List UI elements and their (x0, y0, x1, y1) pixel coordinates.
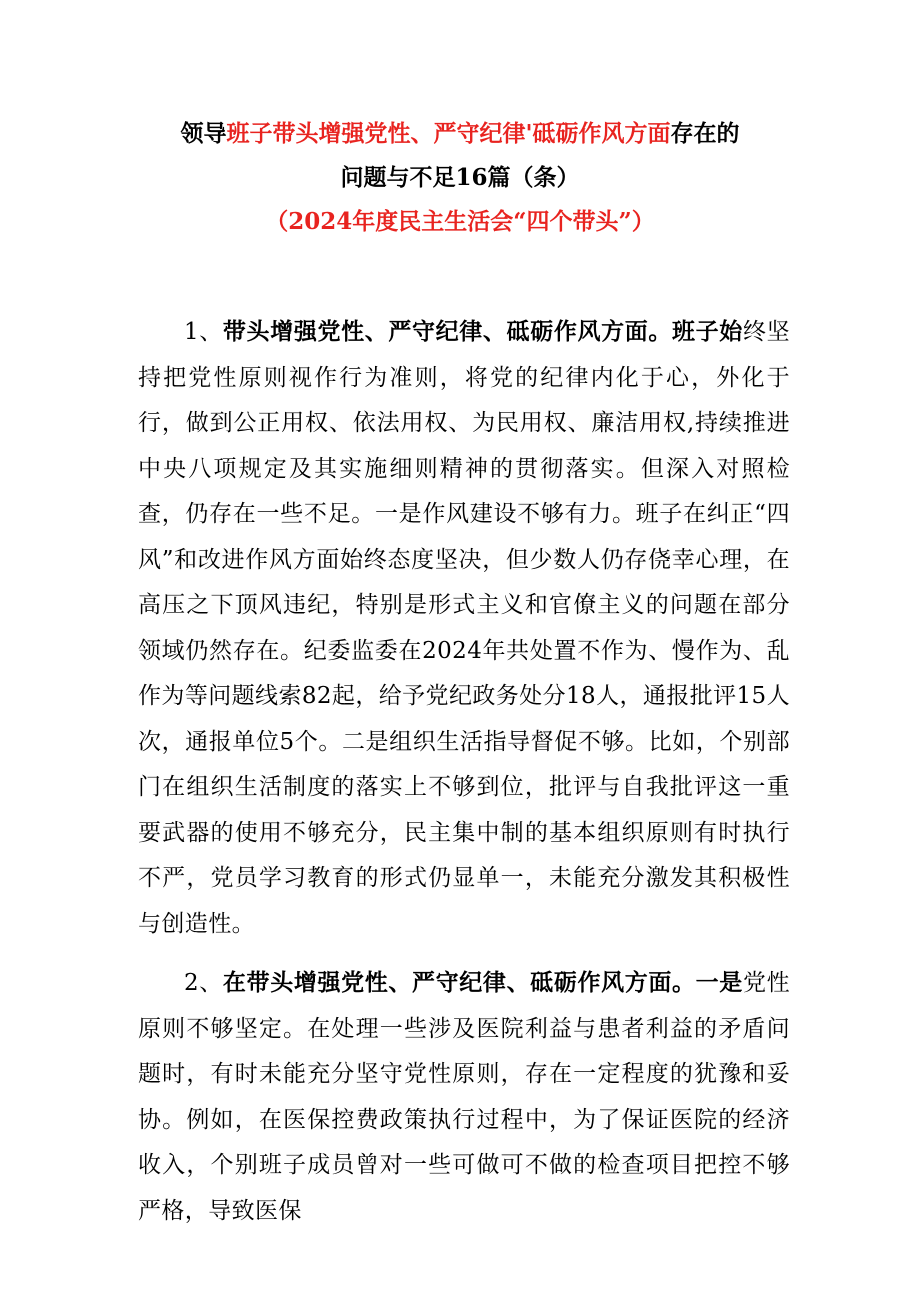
paragraph-1 (138, 309, 790, 947)
paragraph-body: 党性原则不够坚定。在处理一些涉及医院利益与患者利益的矛盾问题时，有时未能充分坚守党性原则，存在一定程度的犹豫和妥协。例如，在医保控费政策执行过程中，为了保证医院的经济收入，个别班子成员曾对一些可做可不做的检查项目把控不够严格，导致医保 (138, 970, 790, 1224)
paragraph-number: 1、 (184, 319, 223, 345)
paragraph-2 (138, 960, 790, 1234)
document-subtitle: （2024年度民主生活会“四个带头”） (265, 208, 655, 235)
paragraph-number: 2、 (184, 970, 223, 996)
title-suffix: 存在的 (670, 120, 740, 147)
document-title (0, 112, 920, 244)
paragraph-lead: 在带头增强党性、严守纪律、砥砺作风方面。一是 (222, 969, 743, 996)
paragraph-body: 终坚持把党性原则视作行为准则，将党的纪律内化于心，外化于行，做到公正用权、依法用权、为民用权、廉洁用权,持续推进中央八项规定及其实施细则精神的贯彻落实。但深入对照检查，仍存在一些不足。一是作风建设不够有力。班子在纠正“四风”和改进作风方面始终态度坚决，但少数人仍存侥幸心理，在高压之下顶风违纪，特别是形式主义和官僚主义的问题在部分领域仍然存在。纪委监委在2024年共处置不作为、慢作为、乱作为等问题线索82起，给予党纪政务处分18人，通报批评15人次，通报单位5个。二是组织生活指导督促不够。比如，个别部门在组织生活制度的落实上不够到位，批评与自我批评这一重要武器的使用不够充分，民主集中制的基本组织原则有时执行不严，党员学习教育的形式仍显单一，未能充分激发其积极性与创造性。 (138, 319, 790, 937)
title-prefix: 领导 (180, 120, 227, 147)
title-line-2: 问题与不足16篇（条） (340, 164, 580, 191)
paragraph-lead: 带头增强党性、严守纪律、砥砺作风方面。班子始 (222, 318, 743, 345)
title-line-1 (0, 112, 920, 156)
title-highlight: 班子带头增强党性、严守纪律'砥砺作风方面 (226, 120, 671, 147)
